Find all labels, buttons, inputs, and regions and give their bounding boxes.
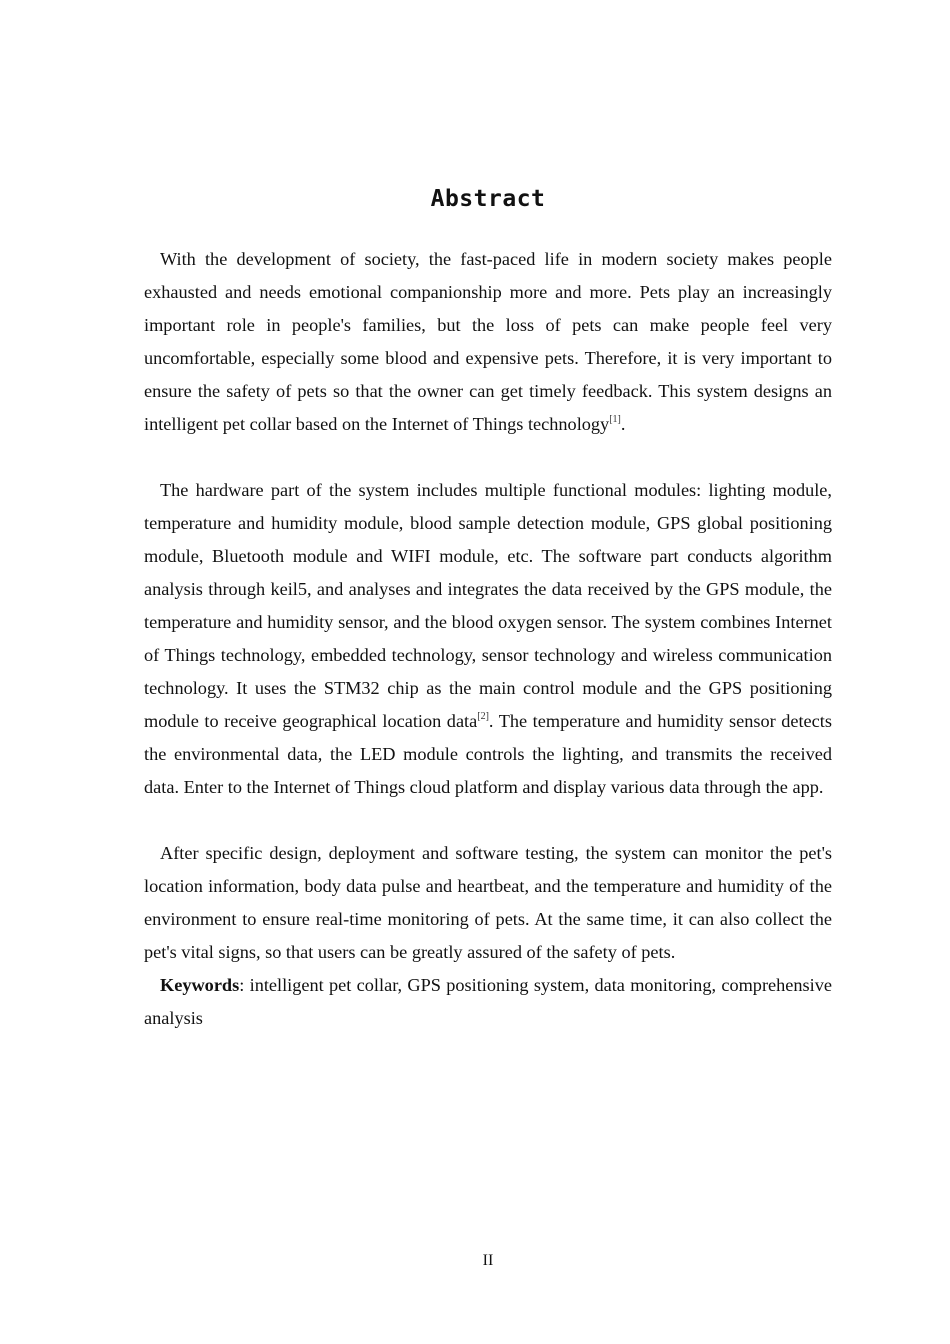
page-number: II xyxy=(482,1252,494,1269)
keywords-line xyxy=(144,969,832,1035)
paragraph-text: With the development of society, the fast-paced life in modern society makes people exhausted and needs emotional companionship more and more. Pets play an increasingly important role in people's families, but the loss of pets can make people feel very uncomfortable, especially some blood and expensive pets. Therefore, it is very important to ensure the safety of pets so that the owner can get timely feedback. This system designs an intelligent pet collar based on the Internet of Things technology xyxy=(144,249,832,434)
paragraph-text: . xyxy=(620,414,626,434)
keywords-separator: : xyxy=(239,975,245,995)
abstract-body xyxy=(144,243,832,1035)
citation-reference: [2] xyxy=(477,711,489,722)
paragraph-text: . The temperature and humidity sensor detects the environmental data, the LED module controls the lighting, and transmits the received data. Enter to the Internet of Things cloud platform and display various data through the app. xyxy=(144,711,832,797)
paragraph-spacer xyxy=(144,441,832,474)
abstract-paragraph-2 xyxy=(144,474,832,804)
abstract-title: Abstract xyxy=(430,186,546,212)
citation-reference: [1] xyxy=(609,414,621,425)
abstract-paragraph-1 xyxy=(144,243,832,441)
keywords-label: Keywords xyxy=(160,975,240,995)
keywords-text: intelligent pet collar, GPS positioning system, data monitoring, comprehensive analysis xyxy=(144,975,832,1028)
abstract-paragraph-3: After specific design, deployment and software testing, the system can monitor the pet's location information, body data pulse and heartbeat, and the temperature and humidity of the environment to ensure real-time monitoring of pets. At the same time, it can also collect the pet's vital signs, so that users can be greatly assured of the safety of pets. xyxy=(144,843,832,962)
paragraph-spacer xyxy=(144,804,832,837)
paragraph-text: The hardware part of the system includes multiple functional modules: lighting module, temperature and humidity module, blood sample detection module, GPS global positioning module, Bluetooth module and WIFI module, etc. The software part conducts algorithm analysis through keil5, and analyses and integrates the data received by the GPS module, the temperature and humidity sensor, and the blood oxygen sensor. The system combines Internet of Things technology, embedded technology, sensor technology and wireless communication technology. It uses the STM32 chip as the main control module and the GPS positioning module to receive geographical location data xyxy=(144,480,832,731)
